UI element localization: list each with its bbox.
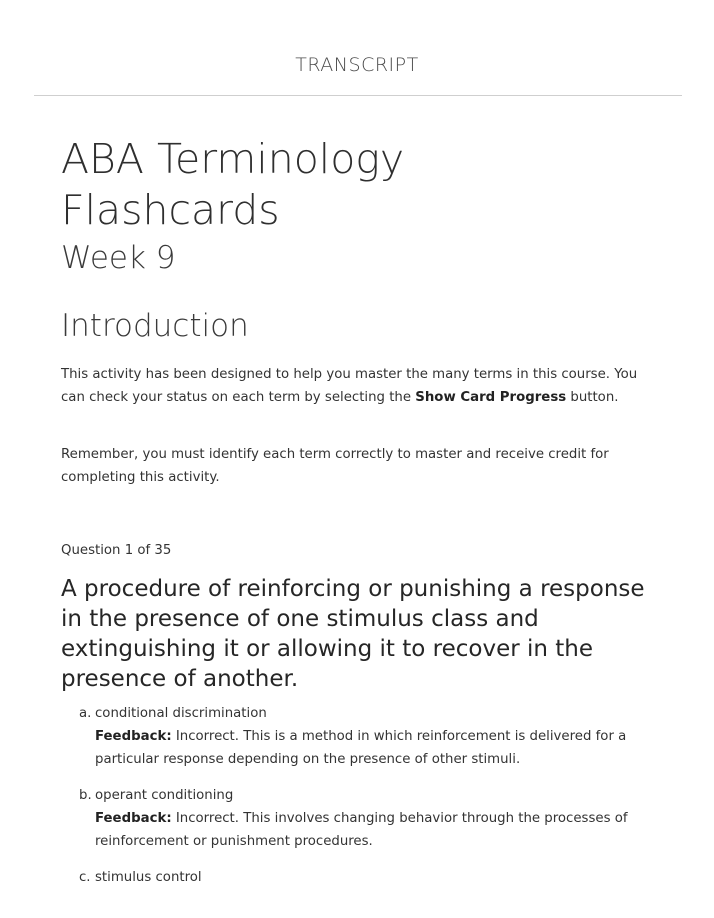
answer-text: stimulus control: [95, 870, 202, 885]
answer-feedback: [95, 807, 669, 853]
intro-heading: Introduction: [61, 308, 249, 344]
answer-text: operant conditioning: [95, 788, 234, 803]
show-card-progress-label: Show Card Progress: [415, 390, 567, 405]
answer-option-b: [79, 785, 669, 853]
feedback-label: Feedback:: [95, 729, 172, 744]
answer-letter: b.: [79, 788, 92, 803]
intro-paragraph-1: [61, 363, 661, 409]
intro-p1-text-end: button.: [566, 390, 619, 405]
answer-letter: c.: [79, 870, 91, 885]
question-text: A procedure of reinforcing or punishing a response in the presence of one stimulus class and extinguishing it or allowing it to recover in the presence of another.: [61, 576, 645, 692]
feedback-text: Incorrect. This is a method in which reinforcement is delivered for a particular response depending on the presence of other stimuli.: [95, 729, 627, 767]
document-title: [61, 134, 661, 236]
feedback-label: Feedback:: [95, 811, 172, 826]
transcript-header: TRANSCRIPT: [295, 54, 419, 76]
title-line-1: ABA Terminology: [61, 135, 405, 183]
answer-letter: a.: [79, 706, 92, 721]
answer-option-a: [79, 703, 669, 771]
title-line-2: Flashcards: [61, 186, 280, 234]
answer-option-c: [79, 867, 669, 889]
header-divider: [34, 95, 682, 96]
question-counter: Question 1 of 35: [61, 543, 172, 558]
answer-feedback: [95, 725, 669, 771]
document-subtitle: Week 9: [61, 240, 176, 276]
intro-paragraph-2: Remember, you must identify each term correctly to master and receive credit for completing this activity.: [61, 447, 609, 485]
answer-list: [79, 703, 669, 903]
intro-p1-text-start: This activity has been designed to help you master the many terms in this course. You can check your status on each term by selecting the: [61, 367, 638, 405]
feedback-text: Incorrect. This involves changing behavior through the processes of reinforcement or punishment procedures.: [95, 811, 628, 849]
answer-text: conditional discrimination: [95, 706, 267, 721]
